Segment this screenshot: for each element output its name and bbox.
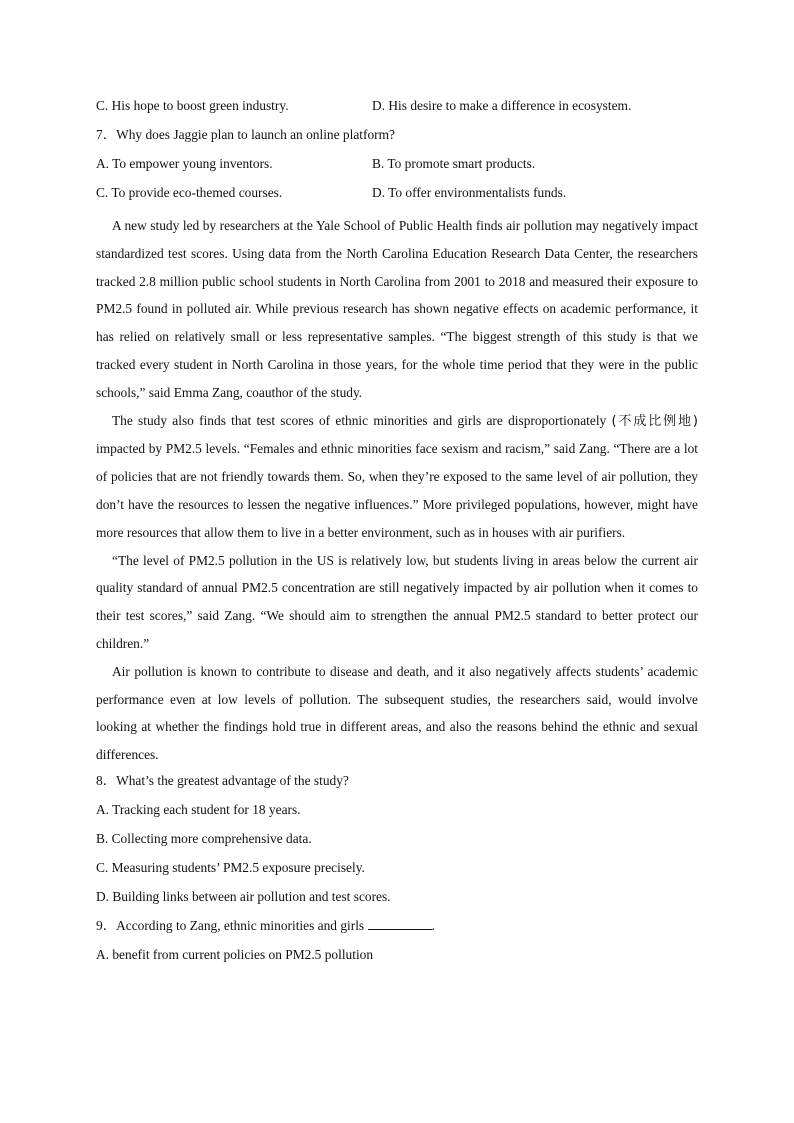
document-page <box>96 96 698 974</box>
q9-question-end: . <box>431 917 435 933</box>
passage-p2-start: The study also finds that test scores of ethnic minorities and girls are disproportionately <box>112 412 607 428</box>
q7-option-a[interactable]: A. To empower young inventors. <box>96 156 273 171</box>
passage-p1-text: A new study led by researchers at the Yale School of Public Health finds air pollution may negatively impact standardized test scores. Using data from the North Carolina Education Research Data Center, the researchers tracked 2.8 million public school students in North Carolina from 2001 to 2018 and measured their exposure to PM2.5 found in polluted air. While previous research has shown negative effects on academic performance, it has relied on relatively small or less representative samples. “The biggest strength of this study is that we tracked every student in North Carolina in those years, for the whole time period that they were in the public schools,” said Emma Zang, coauthor of the study. <box>96 218 698 400</box>
q6-option-d[interactable]: D. His desire to make a difference in ecosystem. <box>372 98 632 113</box>
q8-option-d[interactable]: D. Building links between air pollution and test scores. <box>96 888 391 904</box>
q7-options-row-cd <box>96 183 698 212</box>
q8-option-b[interactable]: B. Collecting more comprehensive data. <box>96 830 312 846</box>
chinese-gloss: (不成比例地) <box>611 413 698 429</box>
passage-p2-rest: impacted by PM2.5 levels. “Females and ethnic minorities face sexism and racism,” said Zang. “There are a lot of policies that are not friendly towards them. So, when they’re exposed to the same level of air pollution, they don’t have the resources to lessen the negative influences.” More privileged populations, however, might have more resources that allow them to live in a better environment, such as in houses with air purifiers. <box>96 441 698 540</box>
q7-options-row-ab <box>96 154 698 183</box>
q8-option-a[interactable]: A. Tracking each student for 18 years. <box>96 801 301 817</box>
passage-p4-text: Air pollution is known to contribute to disease and death, and it also negatively affects students’ academic performance even at low levels of pollution. The subsequent studies, the researchers said, would involve looking at whether the findings hold true in different areas, and also the reasons behind the ethnic and sexual differences. <box>96 663 698 763</box>
passage-paragraph-2 <box>96 407 698 547</box>
passage-paragraph-3 <box>96 547 698 658</box>
q6-options-row-cd <box>96 96 698 125</box>
answer-blank[interactable] <box>368 917 432 930</box>
q9-question-line <box>96 916 698 945</box>
q8-question: 8．What’s the greatest advantage of the study? <box>96 772 349 788</box>
passage-p3-text: “The level of PM2.5 pollution in the US is relatively low, but students living in areas below the current air quality standard of annual PM2.5 concentration are still negatively impacted by air pollution when it comes to their test scores,” said Zang. “We should aim to strengthen the annual PM2.5 standard to better protect our children.” <box>96 552 698 651</box>
q9-option-a[interactable]: A. benefit from current policies on PM2.5 pollution <box>96 946 374 962</box>
q6-option-c[interactable]: C. His hope to boost green industry. <box>96 98 289 113</box>
q8-option-c[interactable]: C. Measuring students’ PM2.5 exposure precisely. <box>96 859 365 875</box>
q9-question: 9．According to Zang, ethnic minorities and girls <box>96 917 365 933</box>
passage-paragraph-4 <box>96 658 698 769</box>
passage-paragraph-1 <box>96 212 698 407</box>
q7-option-d[interactable]: D. To offer environmentalists funds. <box>372 185 567 200</box>
q7-option-b[interactable]: B. To promote smart products. <box>372 156 536 171</box>
q7-question: 7．Why does Jaggie plan to launch an online platform? <box>96 127 395 142</box>
q7-option-c[interactable]: C. To provide eco-themed courses. <box>96 185 283 200</box>
